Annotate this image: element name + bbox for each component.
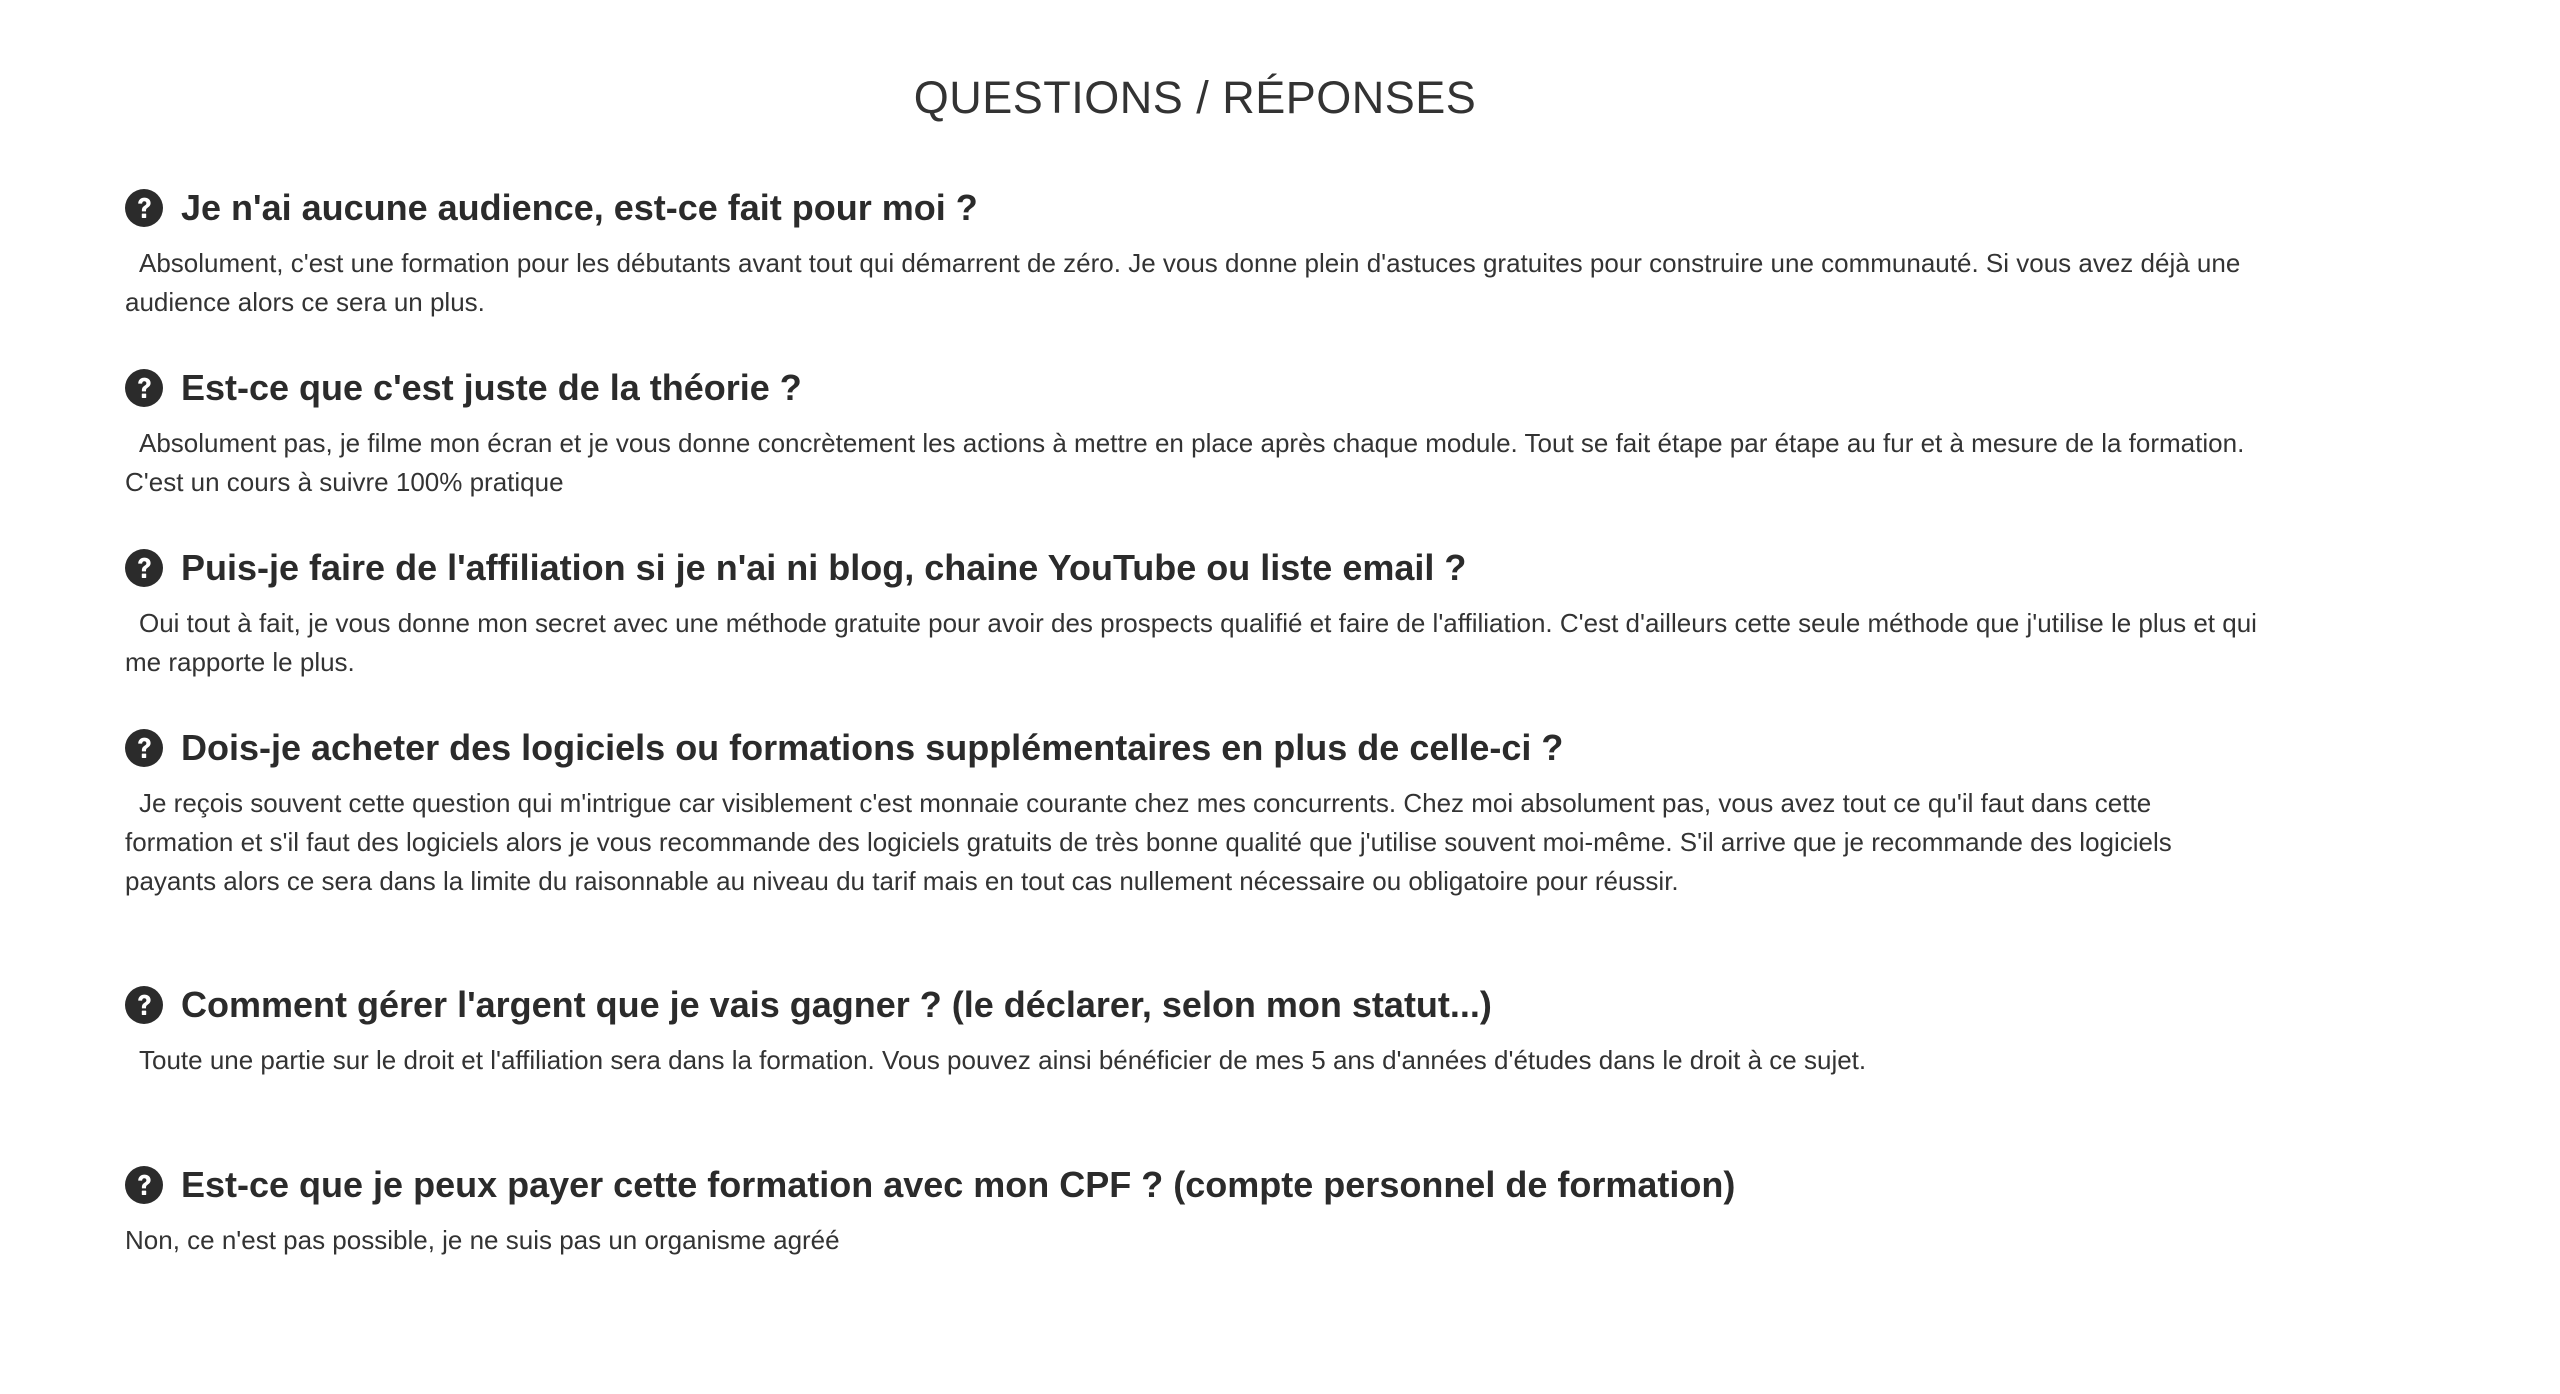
question-circle-icon — [125, 729, 163, 767]
faq-answer: Absolument, c'est une formation pour les débutants avant tout qui démarrent de zéro. Je vous donne plein d'astuces gratuites pour construire une communauté. Si vous avez déjà une audience alors ce sera un plus. — [125, 248, 2241, 317]
faq-question — [125, 360, 2265, 416]
faq-question-text: Puis-je faire de l'affiliation si je n'ai ni blog, chaine YouTube ou liste email ? — [181, 547, 1467, 588]
question-circle-icon — [125, 986, 163, 1024]
faq-question-text: Dois-je acheter des logiciels ou formations supplémentaires en plus de celle-ci ? — [181, 727, 1564, 768]
faq-item — [125, 1157, 2265, 1260]
faq-answer: Absolument pas, je filme mon écran et je vous donne concrètement les actions à mettre en place après chaque module. Tout se fait étape par étape au fur et à mesure de la formation. C'est un cours à suivre 100% pratique — [125, 428, 2245, 497]
question-circle-icon — [125, 549, 163, 587]
faq-question-text: Est-ce que c'est juste de la théorie ? — [181, 367, 802, 408]
page-title: QUESTIONS / RÉPONSES — [913, 72, 1477, 123]
faq-question — [125, 1157, 2265, 1213]
faq-question-text: Comment gérer l'argent que je vais gagner ? (le déclarer, selon mon statut...) — [181, 984, 1492, 1025]
faq-question — [125, 540, 2265, 596]
faq-question-text: Je n'ai aucune audience, est-ce fait pour moi ? — [181, 187, 978, 228]
question-circle-icon — [125, 189, 163, 227]
question-circle-icon — [125, 369, 163, 407]
faq-item — [125, 720, 2265, 901]
faq-item — [125, 977, 2265, 1080]
faq-answer: Oui tout à fait, je vous donne mon secret avec une méthode gratuite pour avoir des prospects qualifié et faire de l'affiliation. C'est d'ailleurs cette seule méthode que j'utilise le plus et qui me rapporte le plus. — [125, 608, 2257, 677]
question-circle-icon — [125, 1166, 163, 1204]
faq-item — [125, 360, 2265, 502]
faq-item — [125, 540, 2265, 682]
faq-answer: Non, ce n'est pas possible, je ne suis pas un organisme agréé — [125, 1225, 840, 1255]
faq-question — [125, 720, 2265, 776]
faq-question — [125, 977, 2265, 1033]
faq-question-text: Est-ce que je peux payer cette formation avec mon CPF ? (compte personnel de formation) — [181, 1164, 1736, 1205]
faq-answer: Je reçois souvent cette question qui m'intrigue car visiblement c'est monnaie courante chez mes concurrents. Chez moi absolument pas, vous avez tout ce qu'il faut dans cette formation et s'il faut des logiciels alors je vous recommande des logiciels gratuits de très bonne qualité que j'utilise souvent moi-même. S'il arrive que je recommande des logiciels payants alors ce sera dans la limite du raisonnable au niveau du tarif mais en tout cas nullement nécessaire ou obligatoire pour réussir. — [125, 788, 2172, 896]
faq-answer: Toute une partie sur le droit et l'affiliation sera dans la formation. Vous pouvez ainsi bénéficier de mes 5 ans d'années d'études dans le droit à ce sujet. — [139, 1045, 1867, 1075]
faq-question — [125, 180, 2265, 236]
faq-item — [125, 180, 2265, 322]
